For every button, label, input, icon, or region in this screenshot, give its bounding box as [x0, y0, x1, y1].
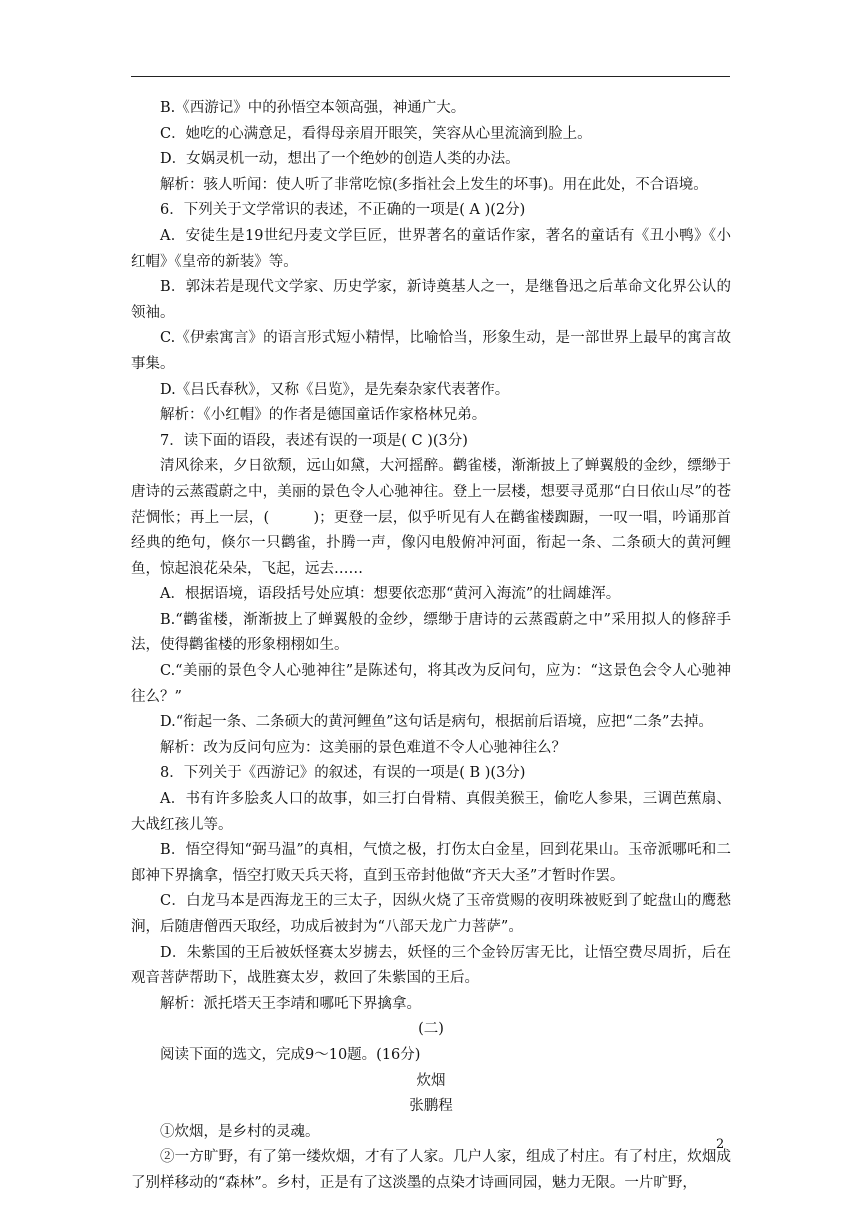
article-author: 张鹏程 — [409, 1098, 453, 1115]
text-line: B．郭沫若是现代文学家、历史学家，新诗奠基人之一，是继鲁迅之后革命文化界公认的领袖。 — [131, 279, 731, 321]
text-line: C.《伊索寓言》的语言形式短小精悍，比喻恰当，形象生动，是一部世界上最早的寓言故事集。 — [131, 330, 731, 372]
text-line: C.“美丽的景色令人心驰神往”是陈述句，将其改为反问句，应为：“这景色会令人心驰神往么？” — [131, 663, 731, 705]
text-line: D．朱紫国的王后被妖怪赛太岁掳去，妖怪的三个金铃厉害无比，让悟空费尽周折，后在观音菩萨帮助下，战胜赛太岁，救回了朱紫国的王后。 — [131, 944, 731, 987]
text-line: ②一方旷野，有了第一缕炊烟，才有了人家。几户人家，组成了村庄。有了村庄，炊烟成了别样移动的“森林”。乡村，正是有了这淡墨的点染才诗画同园，魅力无限。一片旷野， — [131, 1149, 731, 1191]
text-line: B．悟空得知“弼马温”的真相，气愤之极，打伤太白金星，回到花果山。玉帝派哪吒和二郎神下界擒拿，悟空打败天兵天将，直到玉帝封他做“齐天大圣”才暂时作罢。 — [131, 842, 731, 884]
text-line: 解析：派托塔天王李靖和哪吒下界擒拿。 — [160, 995, 421, 1012]
text-line: 8．下列关于《西游记》的叙述，有误的一项是( B )(3分) — [160, 765, 526, 782]
article-title: 炊烟 — [416, 1072, 446, 1089]
text-line: ①炊烟，是乡村的灵魂。 — [160, 1123, 320, 1140]
text-line: A．根据语境，语段括号处应填：想要依恋那“黄河入海流”的壮阔雄浑。 — [160, 586, 621, 603]
text-line: D.“衔起一条、二条硕大的黄河鲤鱼”这句话是病句，根据前后语境，应把“二条”去掉。 — [160, 714, 713, 731]
text-line: B.《西游记》中的孙悟空本领高强，神通广大。 — [160, 100, 466, 116]
text-line: 解析：改为反问句应为：这美丽的景色难道不令人心驰神往么？ — [160, 739, 566, 756]
document-body — [131, 96, 731, 1197]
text-line: C．白龙马本是西海龙王的三太子，因纵火烧了玉帝赏赐的夜明珠被贬到了蛇盘山的鹰愁涧，后随唐僧西天取经，功成后被封为“八部天龙广力菩萨”。 — [131, 893, 731, 935]
text-line: A．安徒生是19世纪丹麦文学巨匠，世界著名的童话作家，著名的童话有《丑小鸭》《小红帽》《皇帝的新装》等。 — [131, 227, 731, 270]
text-line: 6．下列关于文学常识的表述，不正确的一项是( A )(2分) — [160, 202, 526, 219]
text-line: D．女娲灵机一动，想出了一个绝妙的创造人类的办法。 — [160, 151, 520, 168]
text-line: 解析：《小红帽》的作者是德国童话作家格林兄弟。 — [160, 407, 487, 424]
text-line: 阅读下面的选文，完成9～10题。(16分) — [160, 1046, 421, 1063]
text-line: 解析：骇人听闻：使人听了非常吃惊(多指社会上发生的坏事)。用在此处，不合语境。 — [160, 176, 708, 193]
text-line: B.“鹳雀楼，渐渐披上了蝉翼般的金纱，缥缈于唐诗的云蒸霞蔚之中”采用拟人的修辞手法，使得鹳雀楼的形象栩栩如生。 — [131, 611, 731, 654]
text-line: D.《吕氏春秋》，又称《吕览》，是先秦杂家代表著作。 — [160, 381, 510, 398]
text-line: C．她吃的心满意足，看得母亲眉开眼笑，笑容从心里流滴到脸上。 — [160, 125, 592, 142]
text-line: 7．读下面的语段，表述有误的一项是( C )(3分) — [160, 432, 468, 449]
section-heading: (二) — [418, 1021, 444, 1038]
header-rule — [131, 76, 730, 77]
text-line: A．书有许多脍炙人口的故事，如三打白骨精、真假美猴王，偷吃人参果，三调芭蕉扇、大战红孩儿等。 — [131, 791, 731, 833]
page-number: 2 — [716, 1137, 725, 1152]
text-line: 清风徐来，夕日欲颓，远山如黛，大河摇醉。鹳雀楼，渐渐披上了蝉翼般的金纱，缥缈于唐诗的云蒸霞蔚之中，美丽的景色令人心驰神往。登上一层楼，想要寻觅那“白日依山尽”的苍茫惆怅；再上一层，( )；更登一层，似乎听见有人在鹳雀楼踟蹰，一叹一唱，吟诵那首经典的绝句，倏尔一只鹳雀，扑腾一声，像闪电般俯冲河面，衔起一条、二条硕大的黄河鲤鱼，惊起浪花朵朵，飞起，远去…… — [131, 458, 731, 577]
